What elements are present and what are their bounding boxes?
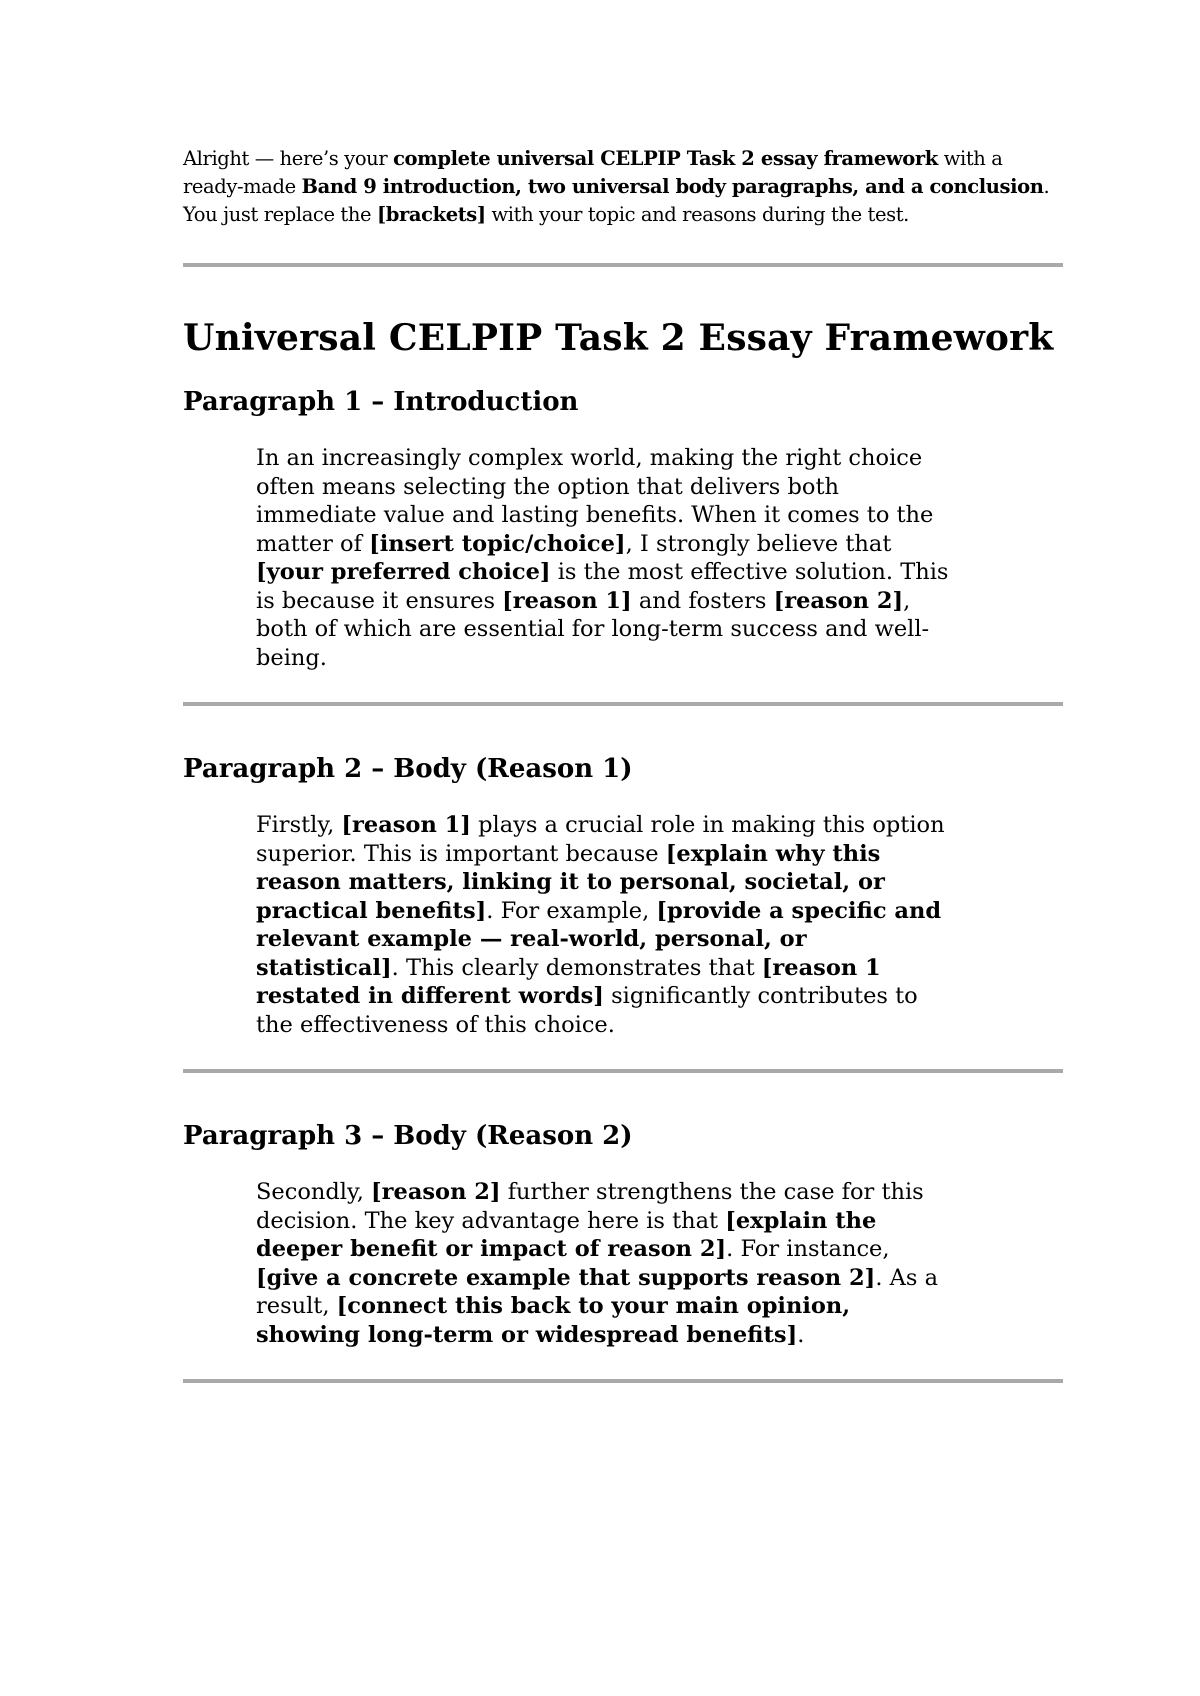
section-heading-body-reason-1: Paragraph 2 – Body (Reason 1): [183, 754, 633, 784]
section-heading-body-reason-2: Paragraph 3 – Body (Reason 2): [183, 1121, 633, 1151]
document-page: [183, 145, 1063, 1383]
divider: [183, 1379, 1063, 1383]
body-reason-1-template: Firstly, [reason 1] plays a crucial role in making this option superior. This is important because [explain why this reason matters, linking it to personal, societal, or practical benefits]. For example, [provide a specific and relevant example — real-world, personal, or statistical]. This clearly demonstrates that [reason 1 restated in different words] significantly contributes to the effectiveness of this choice.: [256, 812, 945, 1038]
divider: [183, 263, 1063, 267]
introduction-template: In an increasingly complex world, making the right choice often means selecting the option that delivers both immediate value and lasting benefits. When it comes to the matter of [insert topic/choice], I strongly believe that [your preferred choice] is the most effective solution. This is because it ensures [reason 1] and fosters [reason 2], both of which are essential for long-term success and well-being.: [256, 445, 949, 671]
divider: [183, 1069, 1063, 1073]
intro-paragraph: Alright — here’s your complete universal CELPIP Task 2 essay framework with a ready-made Band 9 introduction, two universal body paragraphs, and a conclusion.: [183, 147, 1050, 198]
page-title: Universal CELPIP Task 2 Essay Framework: [183, 317, 1054, 359]
body-reason-2-template: Secondly, [reason 2] further strengthens the case for this decision. The key advantage here is that [explain the deeper benefit or impact of reason 2]. For instance, [give a concrete example that supports reason 2]. As a result, [connect this back to your main opinion, showing long-term or widespread benefits].: [256, 1179, 938, 1348]
divider: [183, 702, 1063, 706]
section-heading-introduction: Paragraph 1 – Introduction: [183, 387, 579, 417]
instruction-line: You just replace the [brackets] with your topic and reasons during the test.: [183, 203, 909, 226]
